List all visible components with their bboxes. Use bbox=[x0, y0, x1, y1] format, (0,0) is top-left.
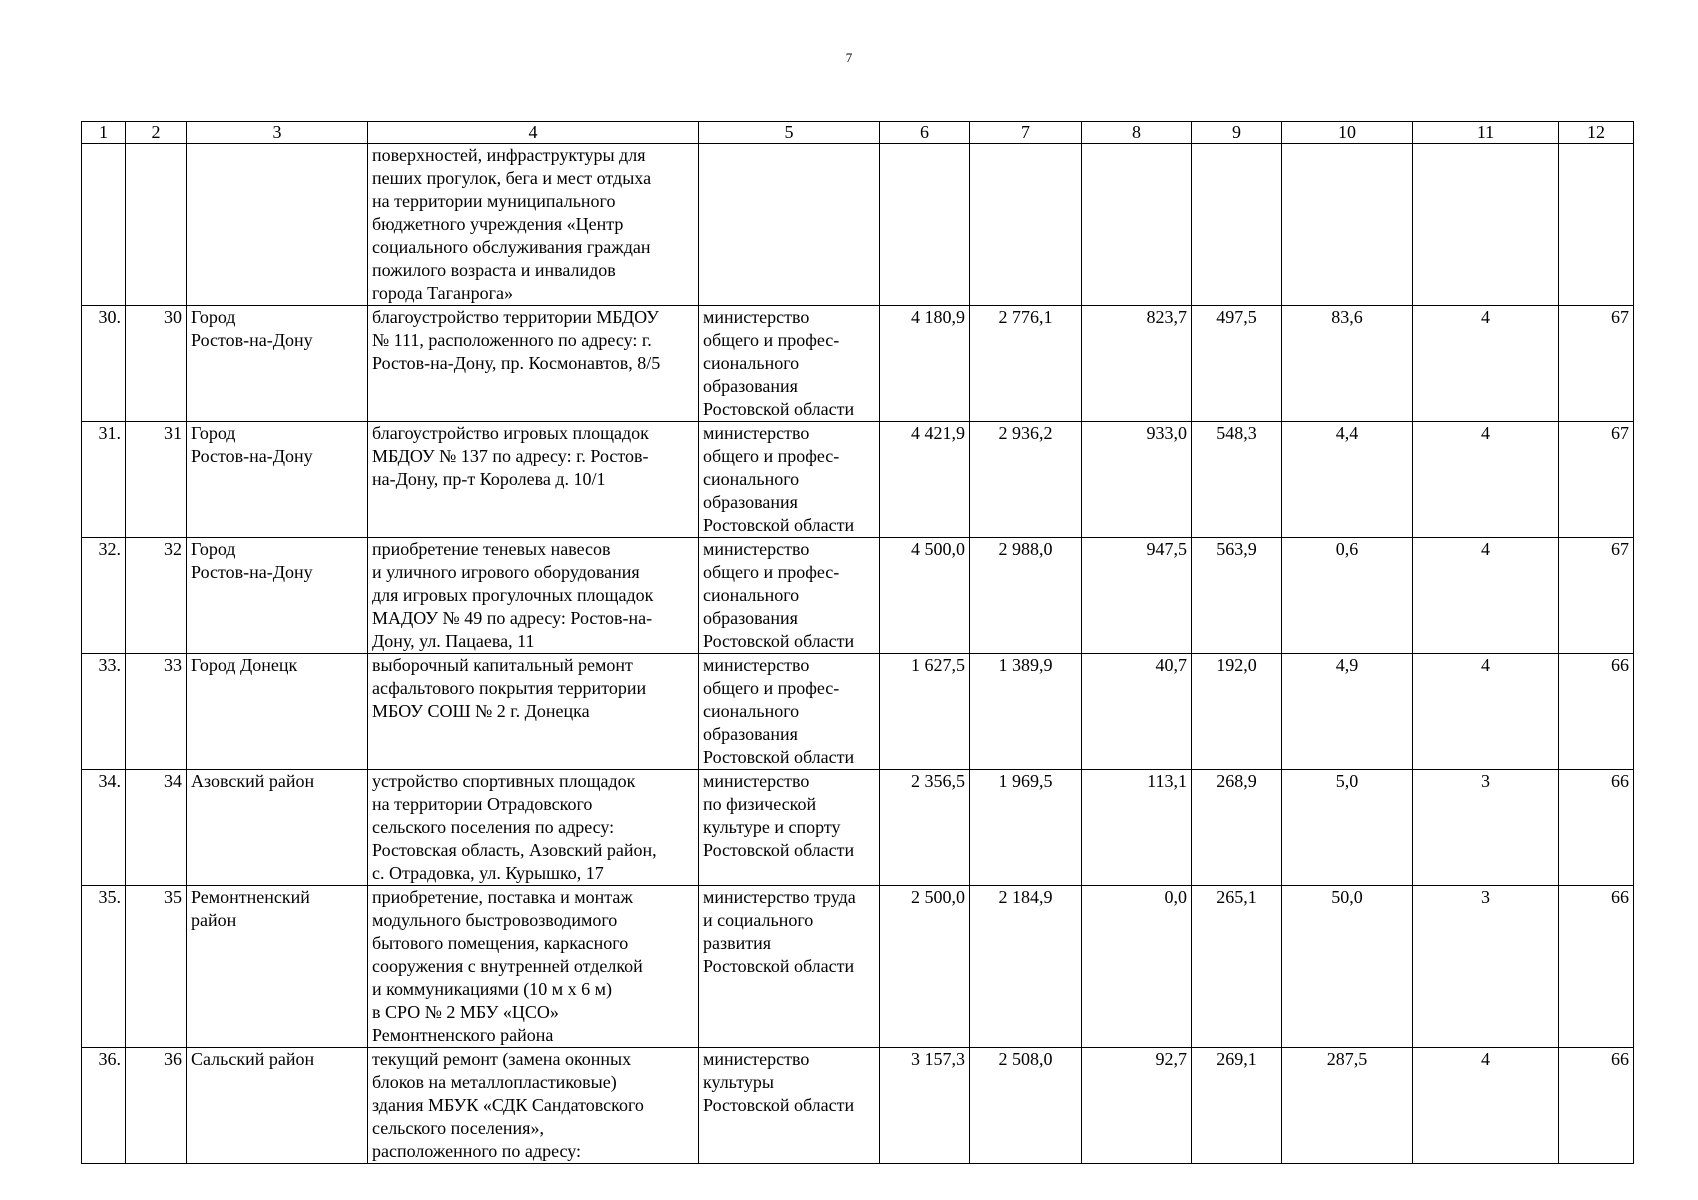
population-amount-cell: 83,6 bbox=[1282, 306, 1413, 422]
local-amount-cell: 113,1 bbox=[1082, 770, 1192, 886]
row-number-cell: 31. bbox=[82, 422, 126, 538]
header-cell: 2 bbox=[126, 122, 187, 144]
header-cell: 3 bbox=[187, 122, 368, 144]
points-cell: 3 bbox=[1413, 770, 1559, 886]
row-number-cell: 35. bbox=[82, 886, 126, 1048]
regional-amount-cell bbox=[970, 144, 1082, 306]
row-number-cell: 36. bbox=[82, 1048, 126, 1164]
description-cell: приобретение, поставка и монтаж модульного быстровозводимого бытового помещения, каркасного сооружения с внутренней отделкой и коммуникациями (10 м х 6 м) в СРО № 2 МБУ «ЦСО» Ремонтненского района bbox=[368, 886, 699, 1048]
regional-amount-cell: 1 969,5 bbox=[970, 770, 1082, 886]
description-cell: благоустройство территории МБДОУ № 111, расположенного по адресу: г. Ростов-на-Дону, пр. Космонавтов, 8/5 bbox=[368, 306, 699, 422]
population-amount-cell: 5,0 bbox=[1282, 770, 1413, 886]
municipality-cell: Город Ростов-на-Дону bbox=[187, 538, 368, 654]
points-cell: 4 bbox=[1413, 422, 1559, 538]
population-amount-cell bbox=[1282, 144, 1413, 306]
header-cell: 11 bbox=[1413, 122, 1559, 144]
local-amount-cell: 0,0 bbox=[1082, 886, 1192, 1048]
score-cell: 67 bbox=[1559, 538, 1634, 654]
row-number-cell: 33. bbox=[82, 654, 126, 770]
total-amount-cell bbox=[880, 144, 970, 306]
row-index-cell: 33 bbox=[126, 654, 187, 770]
row-index-cell: 32 bbox=[126, 538, 187, 654]
description-cell: выборочный капитальный ремонт асфальтового покрытия территории МБОУ СОШ № 2 г. Донецка bbox=[368, 654, 699, 770]
ministry-cell: министерство труда и социального развития Ростовской области bbox=[699, 886, 880, 1048]
table-row bbox=[82, 306, 1634, 422]
points-cell: 4 bbox=[1413, 654, 1559, 770]
local-amount-cell bbox=[1082, 144, 1192, 306]
sponsor-amount-cell: 548,3 bbox=[1192, 422, 1282, 538]
row-number-cell: 30. bbox=[82, 306, 126, 422]
score-cell: 66 bbox=[1559, 886, 1634, 1048]
row-index-cell: 30 bbox=[126, 306, 187, 422]
header-row bbox=[82, 122, 1634, 144]
sponsor-amount-cell: 269,1 bbox=[1192, 1048, 1282, 1164]
total-amount-cell: 4 500,0 bbox=[880, 538, 970, 654]
ministry-cell: министерство общего и профес- сионального образования Ростовской области bbox=[699, 654, 880, 770]
ministry-cell: министерство культуры Ростовской области bbox=[699, 1048, 880, 1164]
points-cell: 4 bbox=[1413, 538, 1559, 654]
score-cell: 66 bbox=[1559, 654, 1634, 770]
regional-amount-cell: 2 184,9 bbox=[970, 886, 1082, 1048]
score-cell: 66 bbox=[1559, 1048, 1634, 1164]
row-index-cell bbox=[126, 144, 187, 306]
row-number-cell bbox=[82, 144, 126, 306]
header-cell: 6 bbox=[880, 122, 970, 144]
municipality-cell bbox=[187, 144, 368, 306]
ministry-cell bbox=[699, 144, 880, 306]
table-row bbox=[82, 770, 1634, 886]
score-cell: 67 bbox=[1559, 306, 1634, 422]
local-amount-cell: 823,7 bbox=[1082, 306, 1192, 422]
sponsor-amount-cell: 563,9 bbox=[1192, 538, 1282, 654]
total-amount-cell: 2 500,0 bbox=[880, 886, 970, 1048]
local-amount-cell: 40,7 bbox=[1082, 654, 1192, 770]
municipality-cell: Ремонтненский район bbox=[187, 886, 368, 1048]
header-cell: 9 bbox=[1192, 122, 1282, 144]
municipality-cell: Азовский район bbox=[187, 770, 368, 886]
municipality-cell: Город Ростов-на-Дону bbox=[187, 422, 368, 538]
row-index-cell: 36 bbox=[126, 1048, 187, 1164]
table-row bbox=[82, 144, 1634, 306]
header-cell: 1 bbox=[82, 122, 126, 144]
table-row bbox=[82, 422, 1634, 538]
regional-amount-cell: 2 776,1 bbox=[970, 306, 1082, 422]
total-amount-cell: 4 421,9 bbox=[880, 422, 970, 538]
score-cell: 66 bbox=[1559, 770, 1634, 886]
population-amount-cell: 4,4 bbox=[1282, 422, 1413, 538]
header-cell: 4 bbox=[368, 122, 699, 144]
ministry-cell: министерство по физической культуре и спорту Ростовской области bbox=[699, 770, 880, 886]
description-cell: приобретение теневых навесов и уличного игрового оборудования для игровых прогулочных площадок МАДОУ № 49 по адресу: Ростов-на- Дону, ул. Пацаева, 11 bbox=[368, 538, 699, 654]
header-cell: 7 bbox=[970, 122, 1082, 144]
row-index-cell: 31 bbox=[126, 422, 187, 538]
header-cell: 8 bbox=[1082, 122, 1192, 144]
score-cell: 67 bbox=[1559, 422, 1634, 538]
ministry-cell: министерство общего и профес- сионального образования Ростовской области bbox=[699, 538, 880, 654]
table-body bbox=[82, 144, 1634, 1164]
sponsor-amount-cell: 192,0 bbox=[1192, 654, 1282, 770]
ministry-cell: министерство общего и профес- сионального образования Ростовской области bbox=[699, 422, 880, 538]
regional-amount-cell: 1 389,9 bbox=[970, 654, 1082, 770]
page-number: 7 bbox=[845, 50, 853, 65]
row-index-cell: 34 bbox=[126, 770, 187, 886]
row-number-cell: 32. bbox=[82, 538, 126, 654]
header-cell: 12 bbox=[1559, 122, 1634, 144]
description-cell: устройство спортивных площадок на территории Отрадовского сельского поселения по адресу: Ростовская область, Азовский район, с. Отрадовка, ул. Курышко, 17 bbox=[368, 770, 699, 886]
sponsor-amount-cell: 497,5 bbox=[1192, 306, 1282, 422]
total-amount-cell: 1 627,5 bbox=[880, 654, 970, 770]
total-amount-cell: 4 180,9 bbox=[880, 306, 970, 422]
sponsor-amount-cell: 265,1 bbox=[1192, 886, 1282, 1048]
table-row bbox=[82, 1048, 1634, 1164]
header-cell: 10 bbox=[1282, 122, 1413, 144]
table-row bbox=[82, 886, 1634, 1048]
population-amount-cell: 50,0 bbox=[1282, 886, 1413, 1048]
points-cell: 4 bbox=[1413, 306, 1559, 422]
regional-amount-cell: 2 936,2 bbox=[970, 422, 1082, 538]
municipality-cell: Город Донецк bbox=[187, 654, 368, 770]
municipality-cell: Сальский район bbox=[187, 1048, 368, 1164]
points-cell: 3 bbox=[1413, 886, 1559, 1048]
ministry-cell: министерство общего и профес- сионального образования Ростовской области bbox=[699, 306, 880, 422]
population-amount-cell: 0,6 bbox=[1282, 538, 1413, 654]
population-amount-cell: 4,9 bbox=[1282, 654, 1413, 770]
projects-table bbox=[81, 121, 1634, 1164]
row-index-cell: 35 bbox=[126, 886, 187, 1048]
header-cell: 5 bbox=[699, 122, 880, 144]
regional-amount-cell: 2 988,0 bbox=[970, 538, 1082, 654]
sponsor-amount-cell: 268,9 bbox=[1192, 770, 1282, 886]
local-amount-cell: 933,0 bbox=[1082, 422, 1192, 538]
regional-amount-cell: 2 508,0 bbox=[970, 1048, 1082, 1164]
table-row bbox=[82, 654, 1634, 770]
local-amount-cell: 947,5 bbox=[1082, 538, 1192, 654]
total-amount-cell: 3 157,3 bbox=[880, 1048, 970, 1164]
description-cell: поверхностей, инфраструктуры для пеших прогулок, бега и мест отдыха на территории муниципального бюджетного учреждения «Центр социального обслуживания граждан пожилого возраста и инвалидов города Таганрога» bbox=[368, 144, 699, 306]
sponsor-amount-cell bbox=[1192, 144, 1282, 306]
population-amount-cell: 287,5 bbox=[1282, 1048, 1413, 1164]
score-cell bbox=[1559, 144, 1634, 306]
points-cell bbox=[1413, 144, 1559, 306]
description-cell: благоустройство игровых площадок МБДОУ № 137 по адресу: г. Ростов- на-Дону, пр-т Королева д. 10/1 bbox=[368, 422, 699, 538]
points-cell: 4 bbox=[1413, 1048, 1559, 1164]
total-amount-cell: 2 356,5 bbox=[880, 770, 970, 886]
description-cell: текущий ремонт (замена оконных блоков на металлопластиковые) здания МБУК «СДК Сандатовского сельского поселения», расположенного по адресу: bbox=[368, 1048, 699, 1164]
local-amount-cell: 92,7 bbox=[1082, 1048, 1192, 1164]
municipality-cell: Город Ростов-на-Дону bbox=[187, 306, 368, 422]
row-number-cell: 34. bbox=[82, 770, 126, 886]
table-row bbox=[82, 538, 1634, 654]
